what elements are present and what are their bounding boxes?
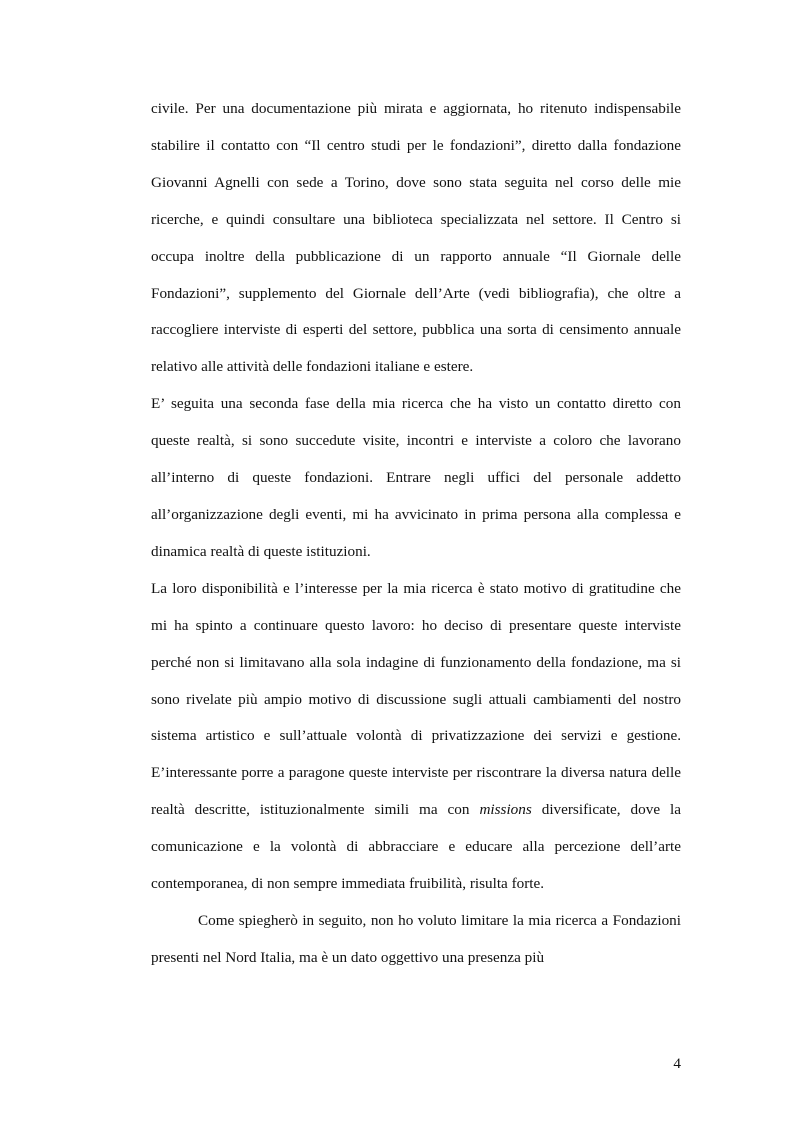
- paragraph-text: E’ seguita una seconda fase della mia ricerca che ha visto un contatto diretto con queste realtà, si sono succedute visite, incontri e interviste a coloro che lavorano all’interno di queste fondazioni. Entrare negli uffici del personale addetto all’organizzazione degli eventi, mi ha avvicinato in prima persona alla complessa e dinamica realtà di queste istituzioni.: [151, 395, 681, 560]
- paragraph: [151, 571, 681, 903]
- paragraph-text: civile. Per una documentazione più mirata e aggiornata, ho ritenuto indispensabile stabilire il contatto con “Il centro studi per le fondazioni”, diretto dalla fondazione Giovanni Agnelli con sede a Torino, dove sono stata seguita nel corso delle mie ricerche, e quindi consultare una biblioteca specializzata nel settore. Il Centro si occupa inoltre della pubblicazione di un rapporto annuale “Il Giornale delle Fondazioni”, supplemento del Giornale dell’Arte (vedi bibliografia), che oltre a raccogliere interviste di esperti del settore, pubblica una sorta di censimento annuale relativo alle attività delle fondazioni italiane e estere.: [151, 100, 681, 376]
- paragraph: [151, 386, 681, 571]
- body-text: [151, 91, 681, 977]
- page-number: 4: [673, 1055, 681, 1072]
- paragraph-text: Come spiegherò in seguito, non ho voluto limitare la mia ricerca a Fondazioni presenti nel Nord Italia, ma è un dato oggettivo una presenza più: [151, 911, 681, 966]
- paragraph-text: La loro disponibilità e l’interesse per la mia ricerca è stato motivo di gratitudine che mi ha spinto a continuare questo lavoro: ho deciso di presentare queste interviste perché non si limitavano alla sola indagine di funzionamento della fondazione, ma si sono rivelate più ampio motivo di discussione sugli attuali cambiamenti del nostro sistema artistico e sull’attuale volontà di privatizzazione dei servizi e gestione. E’interessante porre a paragone queste interviste per riscontrare la diversa natura delle realtà descritte, istituzionalmente simili ma con: [151, 579, 681, 819]
- paragraph-text: diversificate, dove la comunicazione e la volontà di abbracciare e educare alla percezione dell’arte contemporanea, di non sempre immediata fruibilità, risulta forte.: [151, 801, 681, 893]
- paragraph: [151, 91, 681, 386]
- paragraph: [151, 903, 681, 977]
- italic-term: missions: [479, 801, 532, 819]
